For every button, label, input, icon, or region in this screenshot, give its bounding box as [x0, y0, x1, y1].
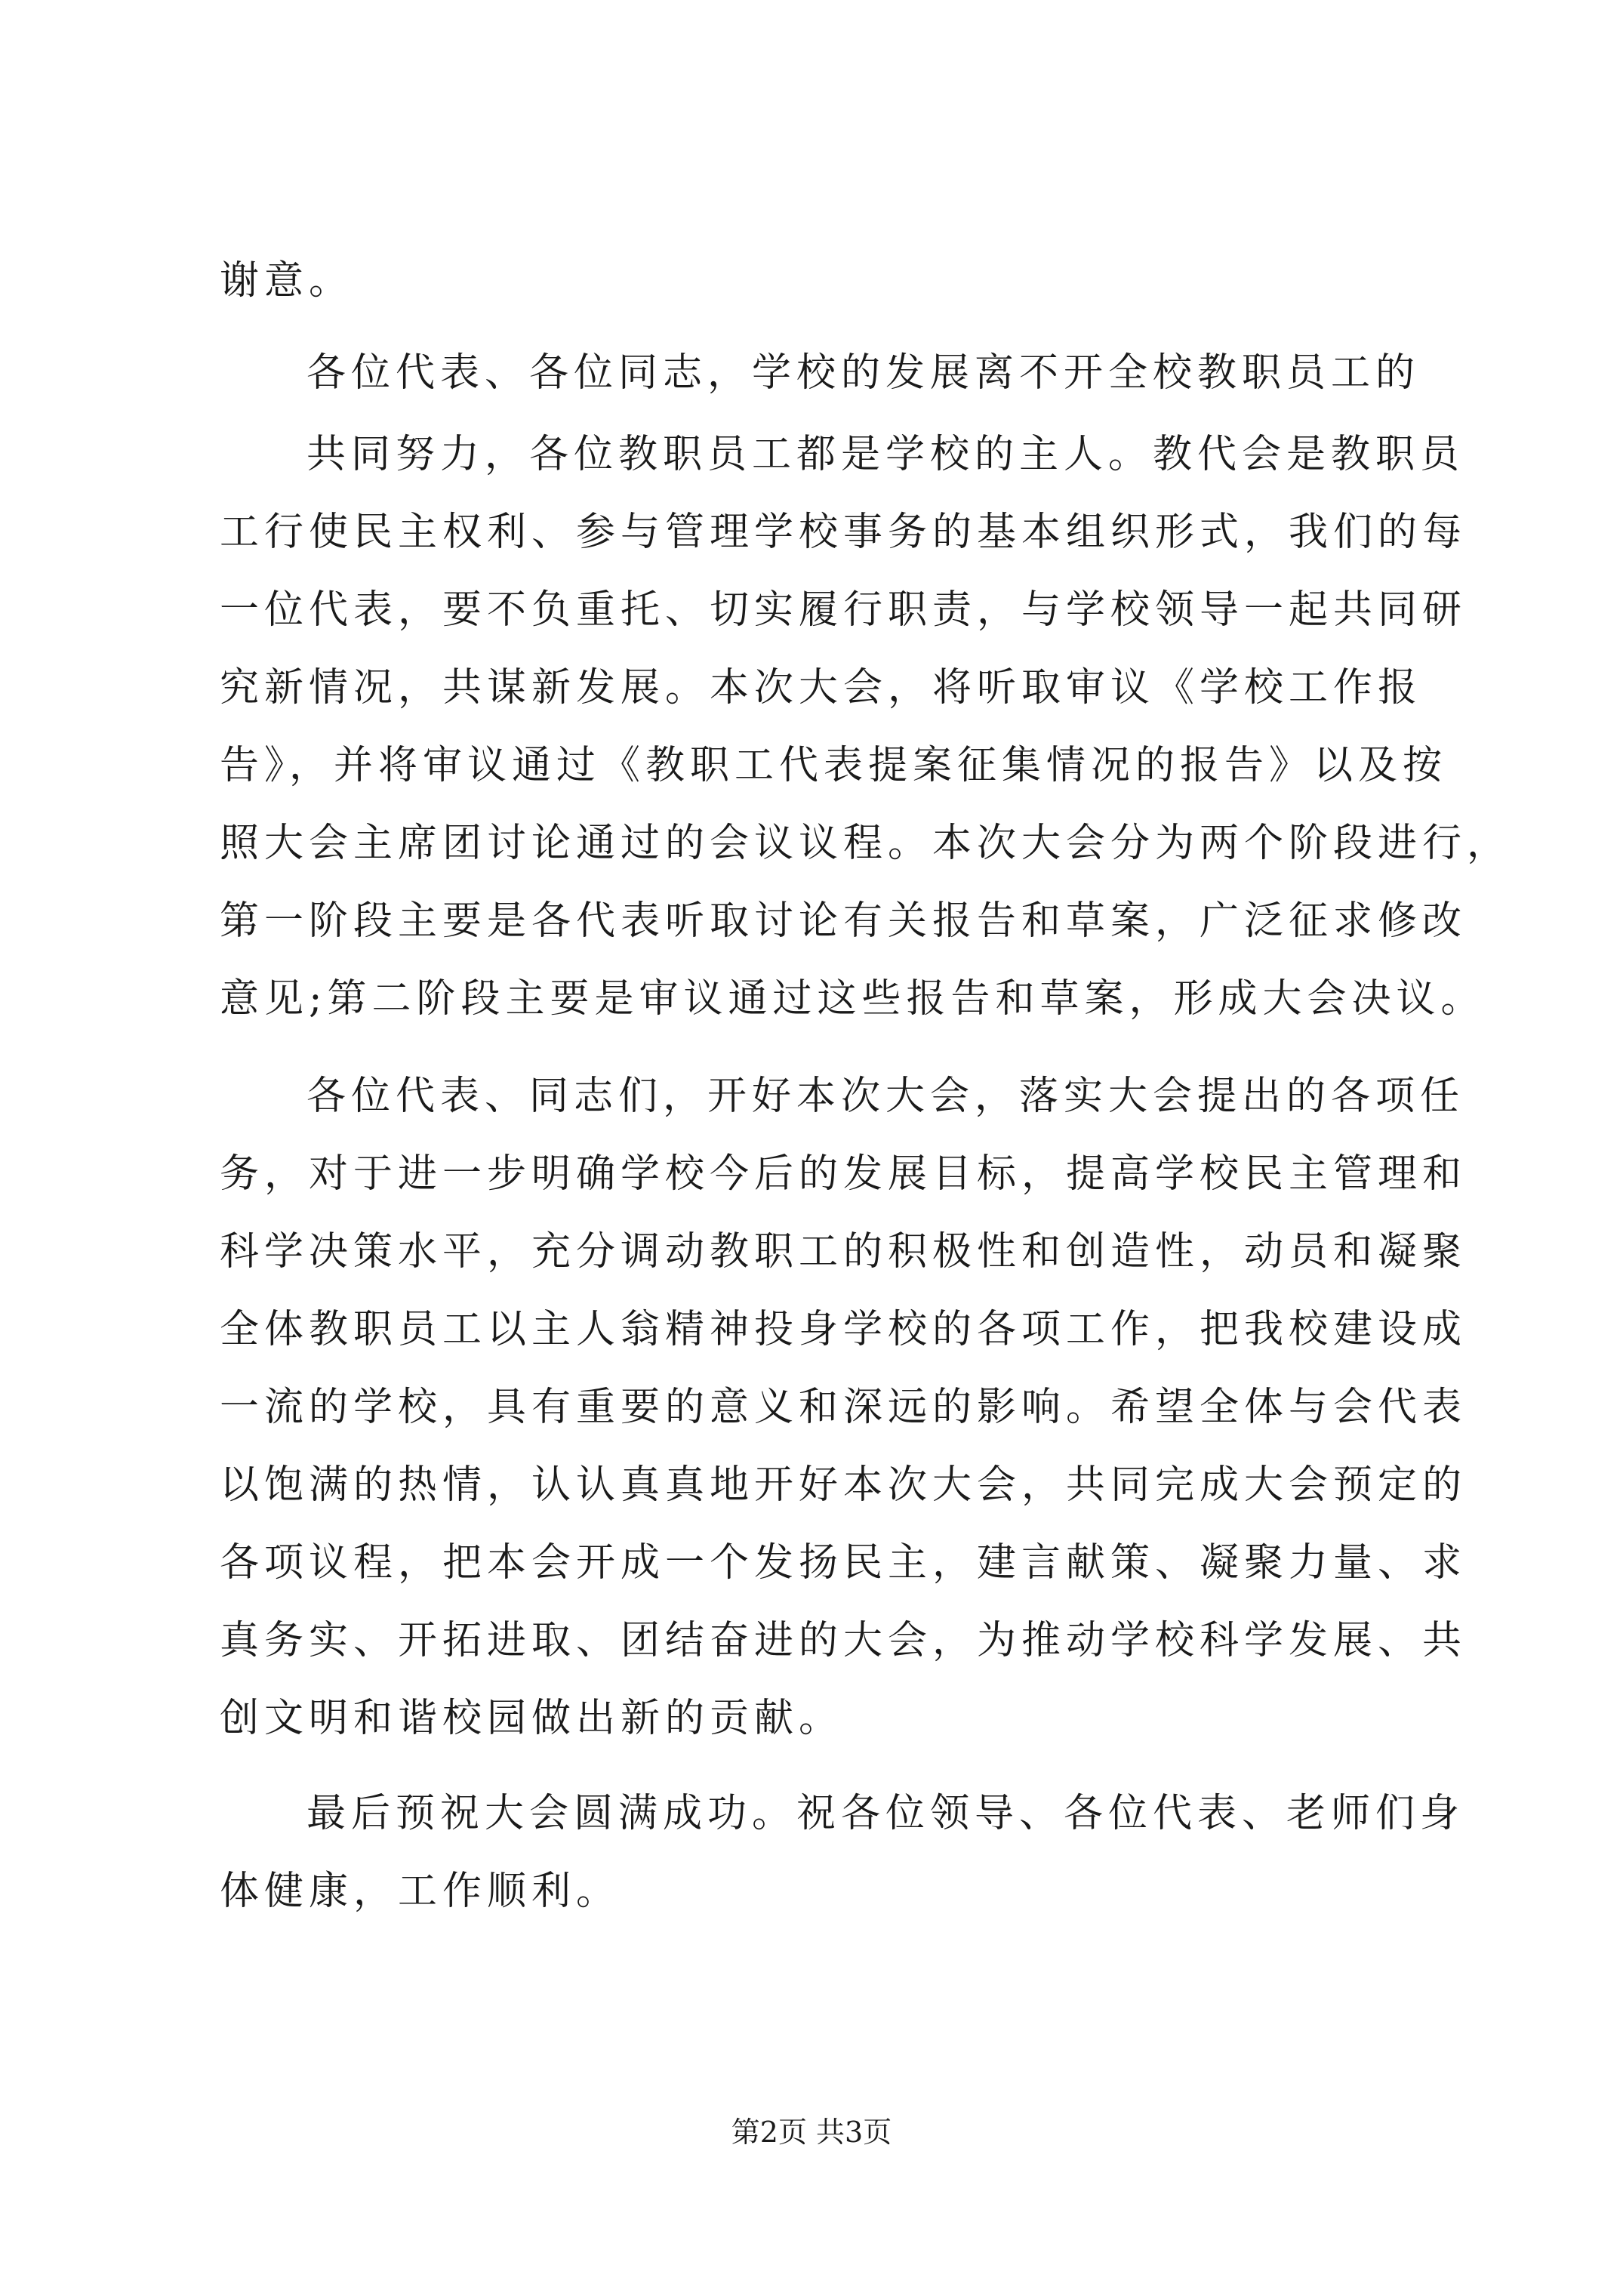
text-line: 照大会主席团讨论通过的会议议程。本次大会分为两个阶段进行， [220, 821, 1512, 866]
text-line: 谢意。 [220, 258, 354, 304]
text-line: 全体教职员工以主人翁精神投身学校的各项工作，把我校建设成 [220, 1307, 1467, 1352]
text-line: 共同努力，各位教职员工都是学校的主人。教代会是教职员 [306, 432, 1465, 477]
text-line: 务，对于进一步明确学校今后的发展目标，提高学校民主管理和 [220, 1151, 1467, 1197]
text-line: 告》，并将审议通过《教职工代表提案征集情况的报告》以及按 [220, 743, 1448, 788]
text-line: 最后预祝大会圆满成功。祝各位领导、各位代表、老师们身 [306, 1791, 1465, 1836]
text-line: 工行使民主权利、参与管理学校事务的基本组织形式，我们的每 [220, 510, 1467, 555]
page-number-footer: 第2页 共3页 [731, 2116, 892, 2149]
text-line: 创文明和谐校园做出新的贡献。 [220, 1696, 844, 1741]
text-line: 一位代表，要不负重托、切实履行职责，与学校领导一起共同研 [220, 587, 1467, 633]
text-line: 以饱满的热情，认认真真地开好本次大会，共同完成大会预定的 [220, 1462, 1467, 1508]
text-line: 科学决策水平，充分调动教职工的积极性和创造性，动员和凝聚 [220, 1229, 1467, 1274]
text-line: 意见;第二阶段主要是审议通过这些报告和草案，形成大会决议。 [220, 976, 1486, 1022]
text-line: 究新情况，共谋新发展。本次大会，将听取审议《学校工作报 [220, 665, 1423, 710]
text-line: 真务实、开拓进取、团结奋进的大会，为推动学校科学发展、共 [220, 1618, 1467, 1663]
text-line: 体健康，工作顺利。 [220, 1869, 621, 1914]
text-line: 各项议程，把本会开成一个发扬民主，建言献策、凝聚力量、求 [220, 1540, 1467, 1586]
text-line: 各位代表、各位同志，学校的发展离不开全校教职员工的 [306, 350, 1421, 396]
text-line: 第一阶段主要是各代表听取讨论有关报告和草案，广泛征求修改 [220, 898, 1467, 944]
text-line: 各位代表、同志们，开好本次大会，落实大会提出的各项任 [306, 1074, 1465, 1119]
text-line: 一流的学校，具有重要的意义和深远的影响。希望全体与会代表 [220, 1385, 1467, 1430]
